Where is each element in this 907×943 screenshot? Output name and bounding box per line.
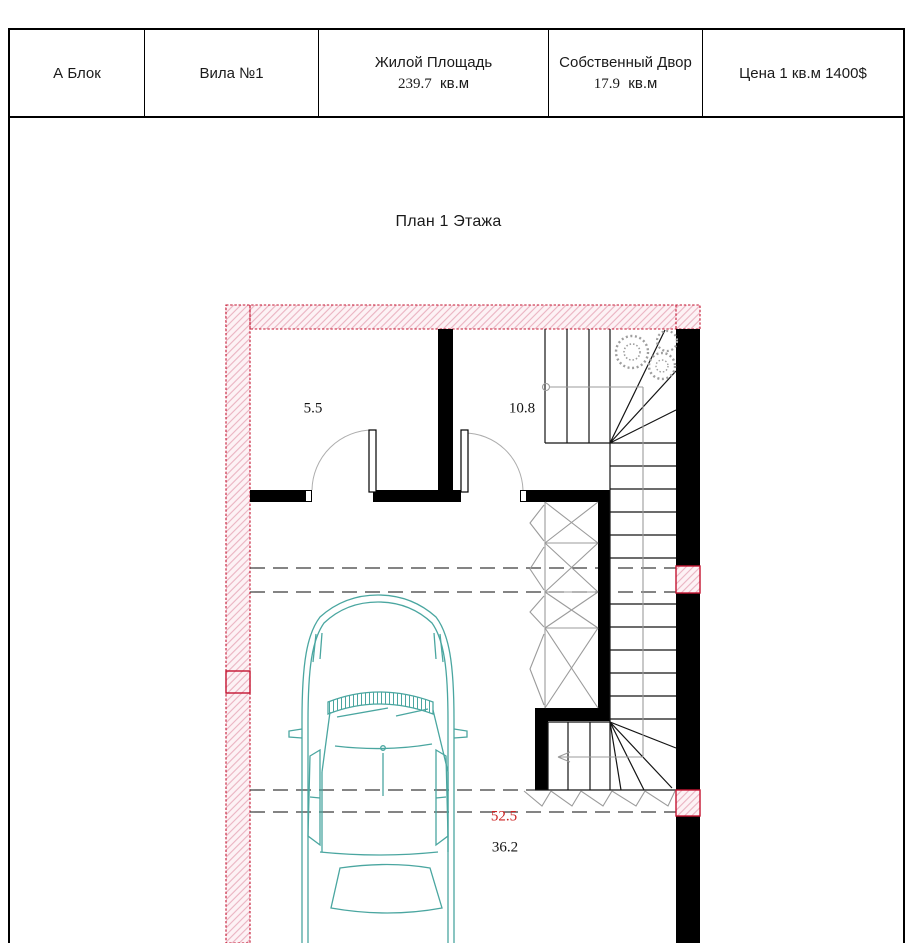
own-yard-unit: кв.м: [628, 74, 658, 92]
door-stop: [306, 491, 312, 502]
door-swing-arc: [464, 433, 523, 490]
room-area-label: 5.5: [303, 400, 323, 417]
car-drawing: [289, 595, 467, 943]
door-swing-arc: [312, 430, 373, 490]
exterior-walls: [226, 305, 700, 943]
garage-area-label: 36.2: [491, 839, 519, 856]
garage-total-area-label: 52.5: [490, 808, 518, 825]
own-yard-number: 17.9: [593, 75, 620, 92]
living-area-title: Жилой Площадь: [374, 53, 493, 71]
plan-title: План 1 Этажа: [395, 213, 502, 230]
villa-label: Вила №1: [199, 64, 264, 82]
folding-door-icon: [530, 505, 544, 705]
block-label: А Блок: [53, 64, 101, 82]
door-leaf: [461, 430, 468, 492]
living-area-number: 239.7: [397, 75, 432, 92]
stair-break-line-icon: [524, 791, 675, 806]
car-mirrors: [289, 729, 467, 738]
door-stop: [521, 491, 527, 502]
plant-icon: [616, 331, 677, 379]
door-leaf: [369, 430, 376, 492]
own-yard-title: Собственный Двор: [559, 53, 692, 71]
rail-post-icon: [543, 384, 550, 391]
price-label: Цена 1 кв.м 1400$: [739, 64, 867, 82]
room-area-label: 10.8: [508, 400, 536, 417]
stair-direction-arrow-icon: [558, 752, 643, 762]
living-area-unit: кв.м: [440, 74, 470, 92]
